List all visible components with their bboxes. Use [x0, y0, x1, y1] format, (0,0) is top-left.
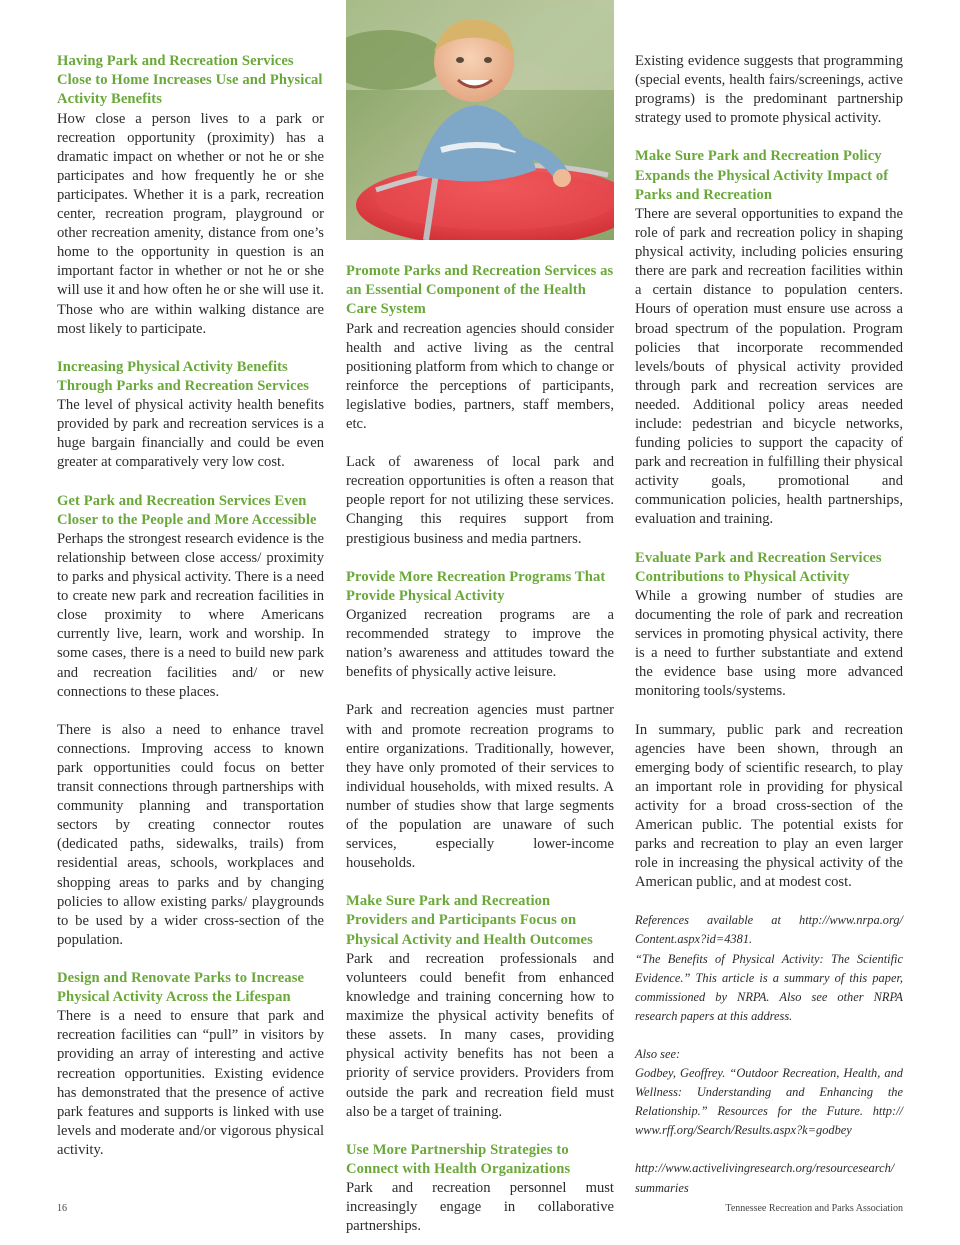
reference-link[interactable]: http://www.activelivingresearch.org/resourcesearch/ summaries [635, 1161, 895, 1195]
reference-citation[interactable]: Godbey, Geoffrey. “Outdoor Recreation, Health, and Wellness: Understanding and Enhancing the Relationship.” Resources for the Future. http:// www.rff.org/Search/Results.aspx?k=godbey [635, 1066, 903, 1138]
body-paragraph: While a growing number of studies are documenting the role of park and recreation services in promoting physical activity, there is a need to further substantiate and extend the evidence base using more advanced monitoring tools/systems. [635, 587, 903, 700]
body-paragraph: Organized recreation programs are a recommended strategy to improve the nation’s awareness and attitudes toward the benefits of physically active leisure. [346, 607, 614, 681]
body-paragraph: Perhaps the strongest research evidence is the relationship between close access/ proximity to parks and physical activity. There is a need to create new park and recreation facilities in close proximity to where Americans currently live, learn, work and worship. In some cases, there is a need to build new park and recreation facilities and/ or new connections to these places. [57, 530, 324, 700]
section-heading: Use More Partnership Strategies to Connect with Health Organizations [346, 1141, 571, 1177]
body-paragraph: There is a need to ensure that park and recreation facilities can “pull” in visitors by providing an array of interesting and active recreation opportunities. Existing evidence has demonstrated that the presence of active park features and supports is linked with use levels and moderate and/or vigorous physical activity. [57, 1008, 324, 1158]
section-heading: Design and Renovate Parks to Increase Physical Activity Across the Lifespan [57, 969, 305, 1006]
body-paragraph: How close a person lives to a park or recreation opportunity (proximity) has a dramatic impact on whether or not he or she participates and how frequently he or she participates. Whether it is a park, recreation center, recreation program, playground or other recreation amenity, distance from one’s home to the opportunity in question is an important factor in whether or not he or she will use it and how often he or she will use it. Those who are within walking distance are most likely to participate. [57, 110, 324, 337]
body-paragraph: Park and recreation agencies must partner with and promote recreation programs to entire organizations. Traditionally, however, they have only promoted of their services to individual households, with mixed results. A number of studies show that large segments of the population are unaware of such services, especially lower-income households. [346, 702, 614, 872]
section-heading: Evaluate Park and Recreation Services Contributions to Physical Activity [635, 549, 882, 585]
body-paragraph: The level of physical activity health benefits provided by park and recreation services is a huge bargain financially and could be even greater at comparatively very low cost. [57, 397, 324, 471]
body-paragraph: Park and recreation agencies should consider health and active living as the central positioning platform from which to change or reinforce the perceptions of participants, legislative bodies, partners, staff members, etc. [346, 320, 614, 433]
child-merry-go-round-photo [346, 0, 614, 240]
section-heading: Increasing Physical Activity Benefits Through Parks and Recreation Services [57, 358, 310, 394]
reference-note: “The Benefits of Physical Activity: The Scientific Evidence.” This article is a summary of this paper, commissioned by NRPA. Also see other NRPA research papers at this address. [635, 951, 903, 1023]
body-paragraph: Park and recreation professionals and volunteers could benefit from enhanced knowledge and training concerning how to maximize the physical activity benefits of these assets. In many cases, providing physical activity benefits has not been a priority of service providers. Providers from outside the park and recreation field must also be a target of training. [346, 950, 614, 1120]
references-block [635, 911, 903, 1197]
reference-link[interactable]: References available at http://www.nrpa.org/ Content.aspx?id=4381. [635, 913, 903, 947]
column-right [635, 52, 903, 1198]
section-heading: Having Park and Recreation Services Close to Home Increases Use and Physical Activity Benefits [57, 53, 323, 108]
body-paragraph: Lack of awareness of local park and recreation opportunities is often a reason that people report for not utilizing these services. Changing this requires support from prestigious business and media partners. [346, 454, 614, 547]
reference-label: Also see: [635, 1046, 681, 1061]
column-middle [346, 262, 614, 1236]
section-heading: Promote Parks and Recreation Services as an Essential Component of the Health Care System [346, 263, 614, 318]
body-paragraph: Existing evidence suggests that programming (special events, health fairs/screenings, active programs) is the predominant partnership strategy used to promote physical activity. [635, 53, 903, 127]
section-heading: Make Sure Park and Recreation Providers and Participants Focus on Physical Activity and Health Outcomes [346, 893, 593, 948]
body-paragraph: There are several opportunities to expand the role of park and recreation policy in shaping physical activity, including policies ensuring there are park and recreation facilities within a certain distance to population centers. Hours of operation must ensure use across a broad spectrum of the population. Program policies that incorporate recommended levels/bouts of physical activity provided through park and recreation services are needed. Additional policy areas needed include: pedestrian and bicycle networks, funding policies to support the capacity of park and recreation in fulfilling their physical activity goals, promotional and communication policies, health partnerships, evaluation and training. [635, 205, 903, 528]
body-paragraph: There is also a need to enhance travel connections. Improving access to known park opportunities could focus on better transit connections through partnerships with community planning and transportation sectors by creating connector routes (dedicated paths, sidewalks, trails) from residential areas, schools, workplaces and shopping areas to parks and by changing policies to allow existing parks/ playgrounds to be used by a wider cross-section of the population. [57, 721, 324, 948]
body-paragraph: In summary, public park and recreation agencies have been shown, through an emerging body of scientific research, to play an important role in providing for physical activity for a broad cross-section of the American public. The potential exists for parks and recreation to play an even larger role in increasing the physical activity of the American public, and at modest cost. [635, 721, 903, 891]
footer-organization: Tennessee Recreation and Parks Association [725, 1203, 903, 1214]
page-number: 16 [57, 1203, 67, 1214]
body-paragraph: Park and recreation personnel must increasingly engage in collaborative partnerships. [346, 1180, 614, 1235]
section-heading: Make Sure Park and Recreation Policy Expands the Physical Activity Impact of Parks and Recreation [635, 148, 889, 203]
column-left [57, 52, 324, 1160]
section-heading: Get Park and Recreation Services Even Closer to the People and More Accessible [57, 492, 317, 528]
section-heading: Provide More Recreation Programs That Provide Physical Activity [346, 568, 606, 604]
